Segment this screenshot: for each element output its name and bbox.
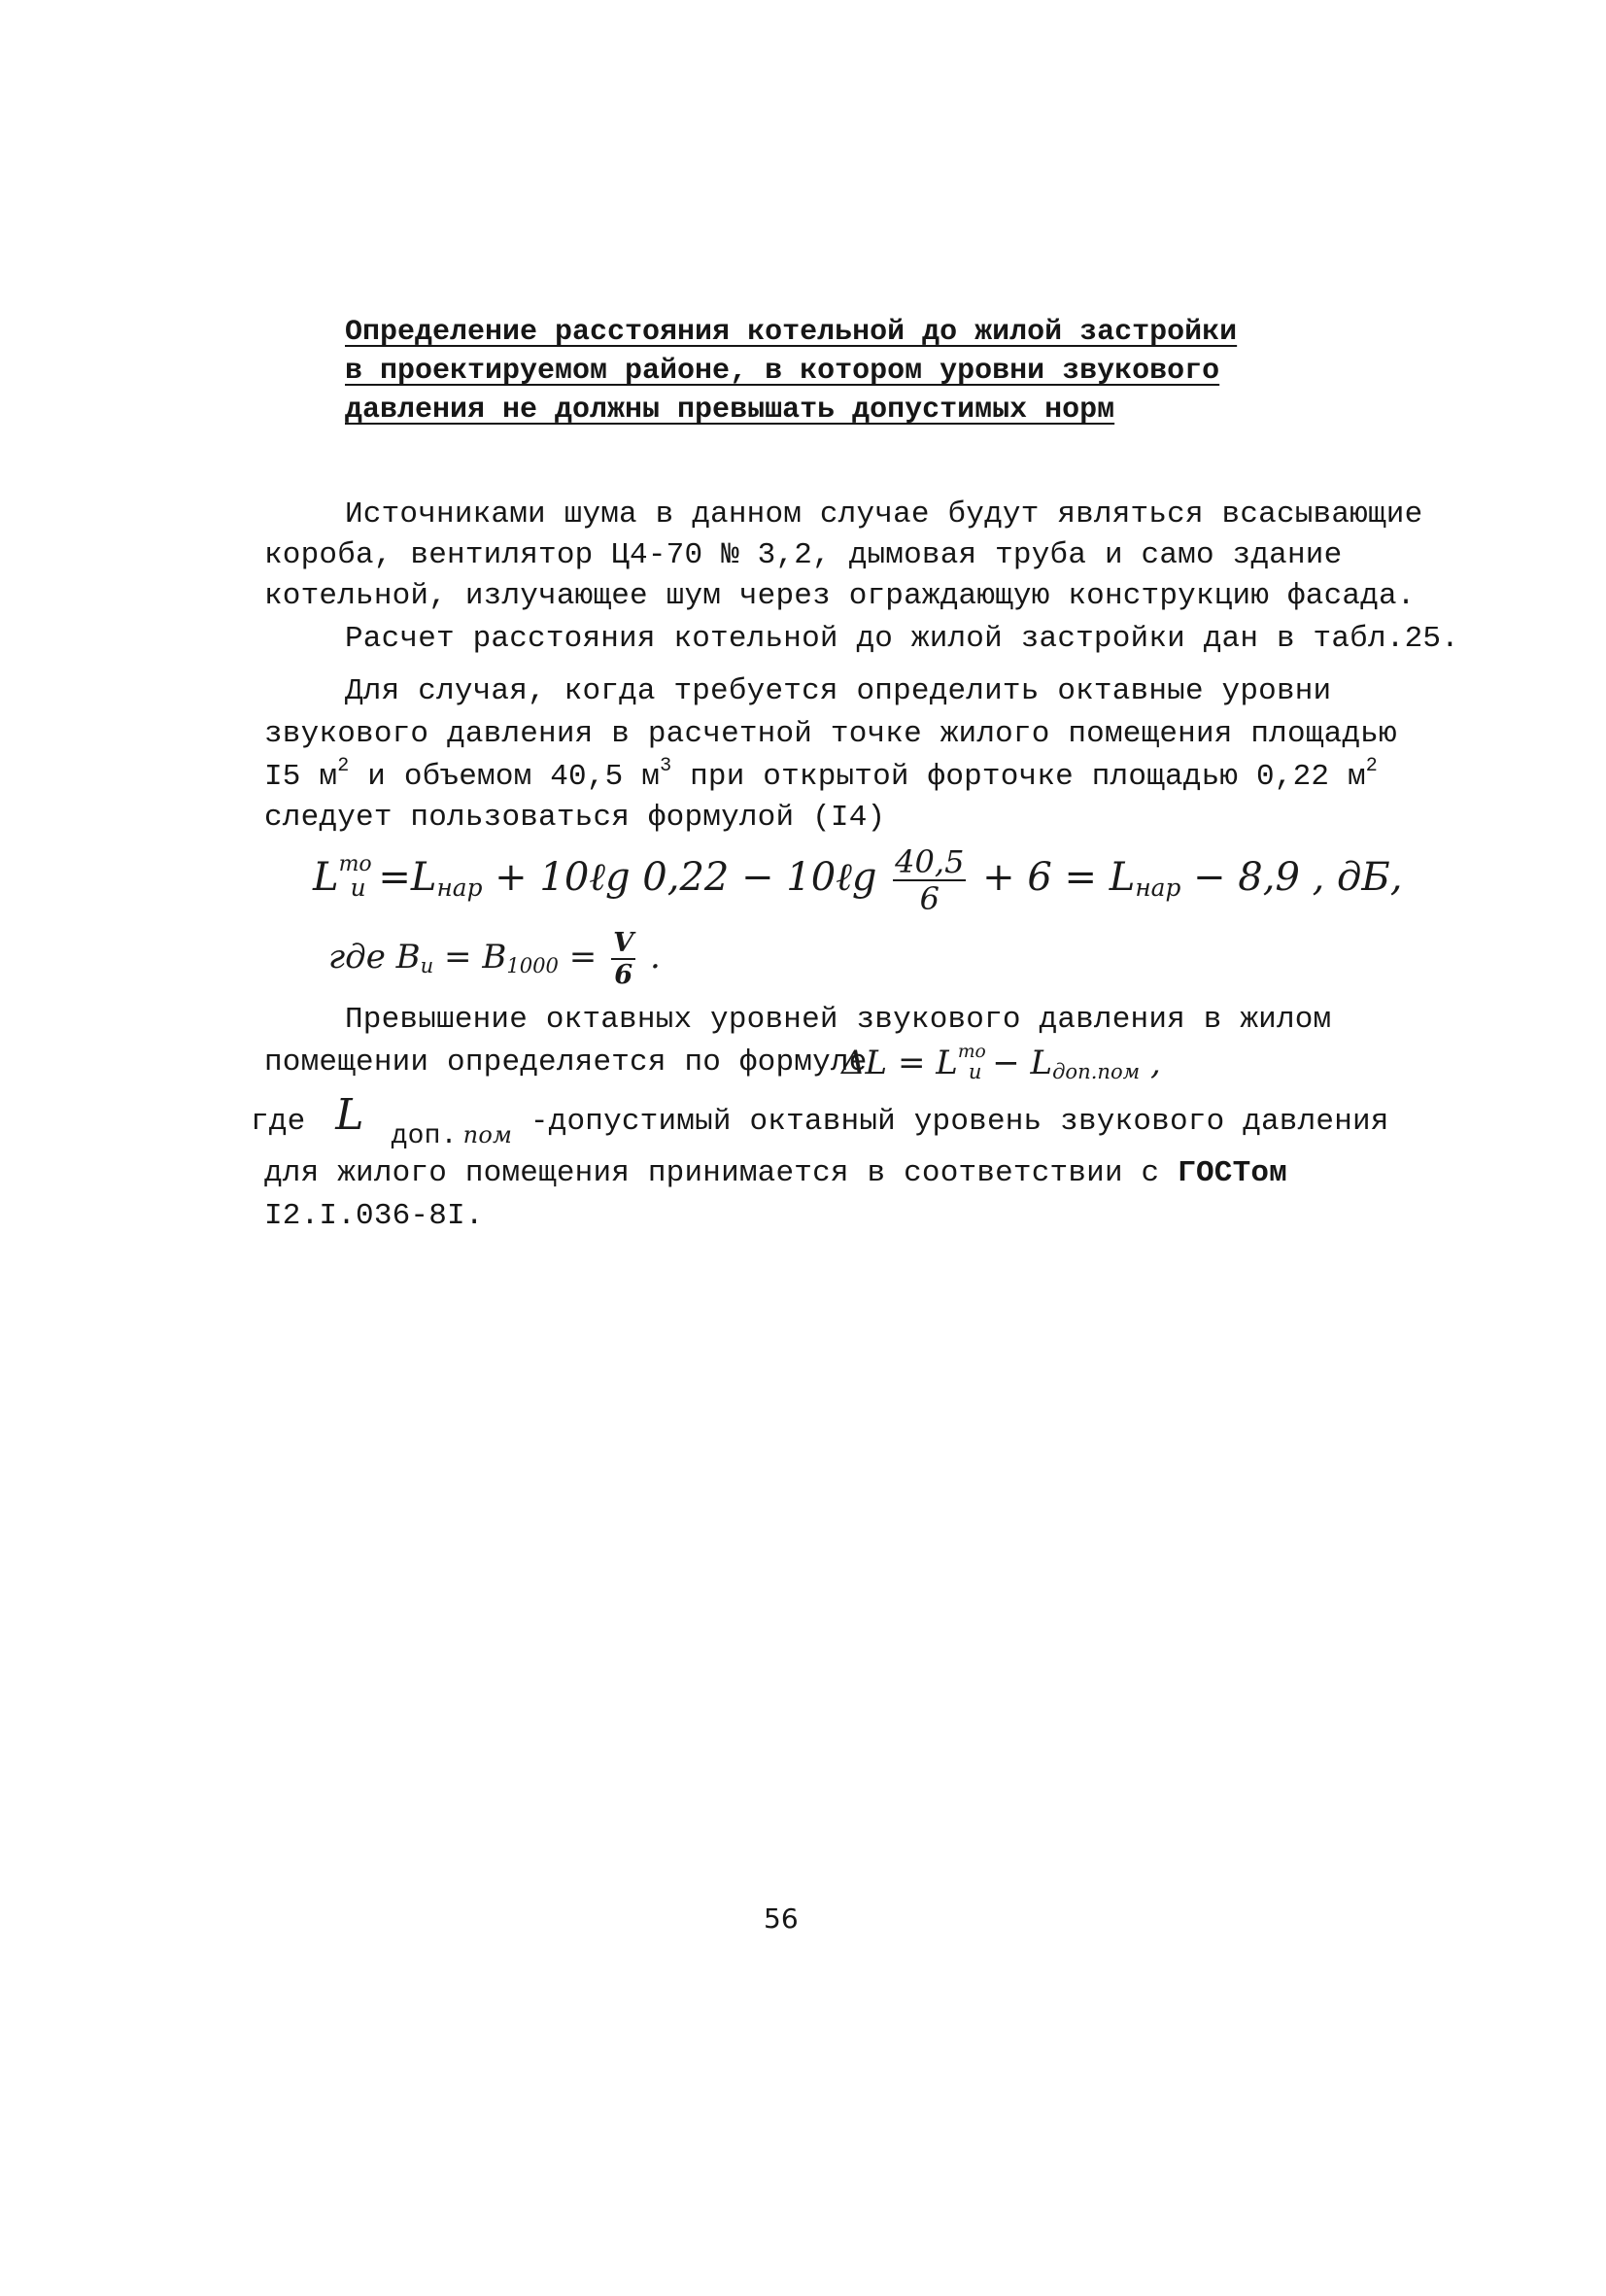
area-exponent: 2 (337, 755, 350, 777)
where-text: где (251, 1105, 325, 1139)
paragraph-3-line-3 (264, 755, 1378, 800)
formula-b-denominator: 6 (614, 959, 633, 990)
delta-formula-tail: − L (981, 1044, 1053, 1082)
formula-fraction (893, 843, 966, 917)
formula-part-1: =L (365, 855, 437, 900)
volume-exponent: 3 (660, 755, 672, 777)
delta-formula-end: , (1140, 1044, 1161, 1082)
gost-text: ГОСТом (1178, 1156, 1287, 1190)
paragraph-1-line-1: Источниками шума в данном случае будут являться всасывающие (345, 497, 1423, 531)
formula-b-mid: = B (433, 938, 507, 977)
formula-b-prefix: где B (328, 938, 421, 977)
paragraph-3-line-4: следует пользоваться формулой (I4) (264, 801, 886, 835)
formula-fraction-numerator: 40,5 (895, 843, 965, 880)
formula-b (328, 928, 661, 990)
window-exponent: 2 (1365, 755, 1378, 777)
paragraph-5-line-1 (251, 1090, 1389, 1151)
formula-part-3: + 6 = L (970, 855, 1136, 900)
formula-part-2: + 10ℓg 0,22 − 10ℓg (482, 855, 890, 900)
accordance-text: для жилого помещения принимается в соответствии с (264, 1156, 1179, 1190)
paragraph-1-line-2: короба, вентилятор Ц4-70 № 3,2, дымовая труба и само здание (264, 538, 1343, 572)
paragraph-5-line-2 (264, 1154, 1287, 1193)
delta-formula-sub: и (968, 1059, 982, 1084)
paragraph-4-line-2: помещении определяется по формуле (264, 1045, 868, 1079)
formula-part-3-sub: нар (1135, 874, 1181, 903)
delta-formula-main: ΔL = L (841, 1044, 958, 1082)
paragraph-3-line-2: звукового давления в расчетной точке жилого помещения площадью (264, 717, 1397, 751)
l-subscript-b: пом (462, 1121, 513, 1148)
heading-line-3: давления не должны превышать допустимых норм (345, 394, 1115, 427)
formula-b-eq: = (558, 938, 608, 977)
l-symbol: L (335, 1090, 364, 1140)
delta-formula-tail-sub: доп.пом (1052, 1059, 1141, 1084)
formula-fraction-denominator: 6 (919, 880, 940, 917)
formula-14 (313, 843, 1403, 918)
formula-lhs-sup: то (338, 852, 372, 877)
paragraph-1-line-3: котельной, излучающее шум через ограждающую конструкцию фасада. (264, 579, 1416, 613)
volume-text: и объемом 40,5 м (349, 760, 661, 794)
paragraph-4-line-1: Превышение октавных уровней звукового давления в жилом (345, 1003, 1332, 1037)
formula-lhs-sub: и (350, 874, 366, 903)
paragraph-5-line-3: I2.I.036-8I. (264, 1199, 484, 1233)
formula-b-fraction (611, 926, 635, 990)
formula-b-prefix-sub: и (420, 953, 434, 978)
area-text: I5 м (264, 760, 338, 794)
formula-b-end: . (639, 938, 661, 977)
l-subscript (392, 1121, 512, 1151)
window-text: при открытой форточке площадью 0,22 м (671, 760, 1366, 794)
formula-b-mid-sub: 1000 (506, 953, 559, 978)
heading-line-2: в проектируемом районе, в котором уровни звукового (345, 355, 1220, 388)
formula-part-4: − 8,9 , дБ, (1180, 855, 1403, 900)
section-heading (345, 313, 1237, 429)
paragraph-2-line-1: Расчет расстояния котельной до жилой застройки дан в табл.25. (345, 622, 1459, 656)
heading-line-1: Определение расстояния котельной до жилой застройки (345, 316, 1238, 349)
delta-formula-sup: то (957, 1042, 986, 1063)
formula-lhs: L (313, 855, 339, 900)
l-subscript-a: доп. (391, 1121, 458, 1151)
formula-delta-l (841, 1036, 1161, 1096)
permissible-text: -допустимый октавный уровень звукового давления (512, 1105, 1389, 1139)
page-number: 56 (764, 1902, 799, 1935)
formula-b-numerator: V (611, 930, 635, 960)
paragraph-3-line-1: Для случая, когда требуется определить октавные уровни (345, 674, 1332, 708)
formula-part-1-sub: нар (436, 874, 483, 903)
